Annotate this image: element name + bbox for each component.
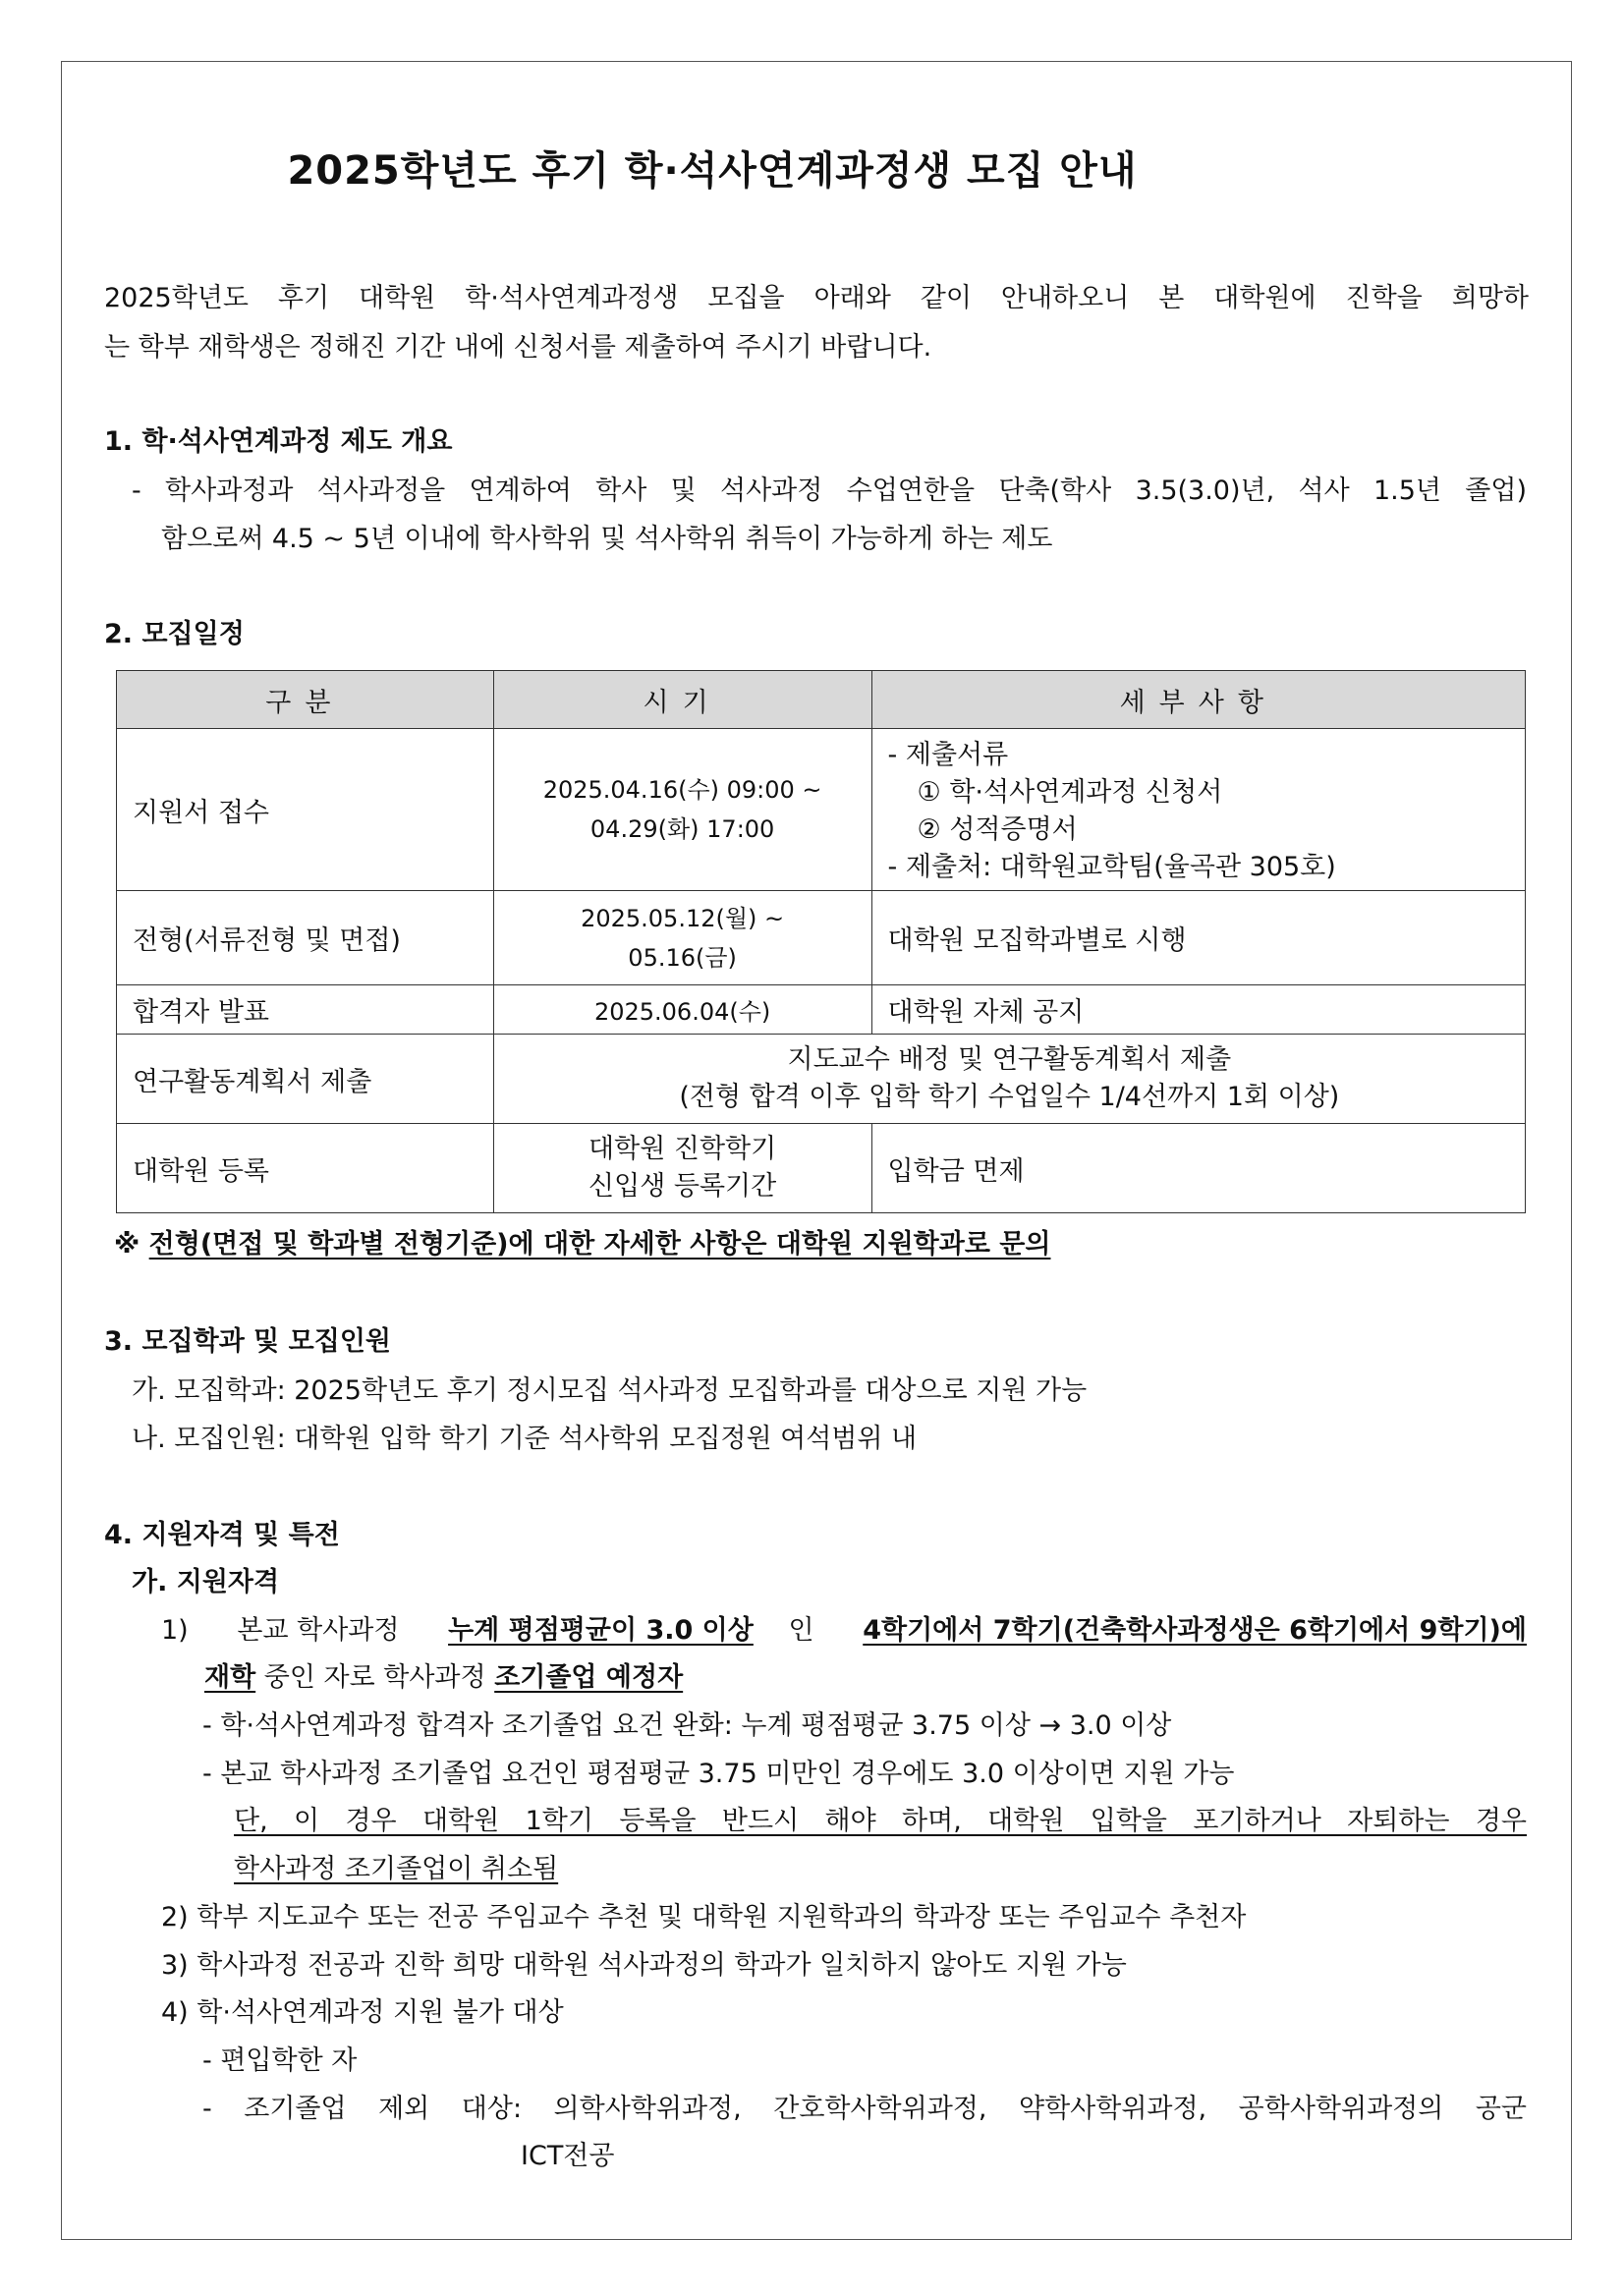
detail-doc-1: ① 학·석사연계과정 신청서: [917, 777, 1223, 808]
row-research-plan-label: 연구활동계획서 제출: [117, 1035, 494, 1124]
exclusion-transfer: - 편입학한 자: [202, 2045, 358, 2076]
row-announcement-label: 합격자 발표: [117, 985, 494, 1035]
detail-doc-2: ② 성적증명서: [917, 814, 1078, 845]
section-3-dept: 가. 모집학과: 2025학년도 후기 정시모집 석사과정 모집학과를 대상으로 지원 가능: [132, 1375, 1088, 1406]
research-plan-line-2: (전형 합격 이후 입학 학기 수업일수 1/4선까지 1회 이상): [679, 1082, 1340, 1112]
qualification-1-detail-2-note: 단, 이 경우 대학원 1학기 등록을 반드시 해야 하며, 대학원 입학을 포기하거나 자퇴하는 경우: [234, 1806, 1527, 1836]
section-1-heading: 1. 학·석사연계과정 제도 개요: [104, 426, 453, 457]
section-2-heading: 2. 모집일정: [104, 619, 245, 649]
row-registration-label: 대학원 등록: [117, 1124, 494, 1213]
table-row: [117, 729, 1526, 891]
row-screening-label: 전형(서류전형 및 면접): [117, 891, 494, 985]
detail-submit-place: - 제출처: 대학원교학팀(율곡관 305호): [887, 852, 1336, 882]
detail-docs: - 제출서류: [887, 740, 1009, 770]
exclusion-ict-major: ICT전공: [521, 2141, 615, 2171]
registration-line-1: 대학원 진학학기: [588, 1134, 777, 1164]
note-mark: ※: [114, 1229, 140, 1260]
period-start: 2025.05.12(월) ~: [581, 904, 785, 932]
table-header-row: [117, 671, 1526, 729]
header-period: 시기: [493, 671, 871, 729]
research-plan-line-1: 지도교수 배정 및 연구활동계획서 제출: [787, 1044, 1232, 1075]
q1-text: 중인 자로 학사과정: [263, 1662, 486, 1693]
section-3-quota: 나. 모집인원: 대학원 입학 학기 기준 석사학위 모집정원 여석범위 내: [132, 1424, 918, 1454]
period-end: 05.16(금): [628, 943, 737, 972]
section-1-line-1: - 학사과정과 석사과정을 연계하여 학사 및 석사과정 수업연한을 단축(학사 3.5(3.0)년, 석사 1.5년 졸업): [132, 476, 1527, 506]
row-announcement-details: 대학원 자체 공지: [871, 985, 1525, 1035]
row-registration-details: 입학금 면제: [871, 1124, 1525, 1213]
table-row: [117, 891, 1526, 985]
row-screening-period: [493, 891, 871, 985]
table-row: [117, 1035, 1526, 1124]
exclusion-early-graduation: - 조기졸업 제외 대상: 의학사학위과정, 간호학사학위과정, 약학사학위과정, 공학사학위과정의 공군: [202, 2094, 1527, 2124]
qualification-1-detail-1: - 학·석사연계과정 합격자 조기졸업 요건 완화: 누계 평점평균 3.75 이상 → 3.0 이상: [202, 1710, 1172, 1741]
section-4-heading: 4. 지원자격 및 특전: [104, 1520, 340, 1550]
schedule-table: [116, 670, 1526, 1213]
q1-text: 본교 학사과정: [237, 1615, 400, 1646]
schedule-note: [114, 1231, 1050, 1258]
page-title: 2025학년도 후기 학·석사연계과정생 모집 안내: [287, 148, 1138, 194]
q1-semester-requirement: 4학기에서 7학기(건축학사과정생은 6학기에서 9학기)에: [863, 1615, 1527, 1646]
qualification-3: 3) 학사과정 전공과 진학 희망 대학원 석사과정의 학과가 일치하지 않아도 지원 가능: [161, 1950, 1127, 1981]
header-details: 세부사항: [871, 671, 1525, 729]
period-end: 04.29(화) 17:00: [589, 815, 775, 843]
row-registration-period: [493, 1124, 871, 1213]
intro-line-2: 는 학부 재학생은 정해진 기간 내에 신청서를 제출하여 주시기 바랍니다.: [104, 332, 932, 363]
q1-enrolled: 재학: [204, 1662, 256, 1693]
qualification-1-line-2: [204, 1664, 683, 1691]
row-application-details: [871, 729, 1525, 891]
table-row: [117, 1124, 1526, 1213]
qualification-1-line-1: [161, 1617, 1527, 1644]
qualification-1-detail-2: - 본교 학사과정 조기졸업 요건인 평점평균 3.75 미만인 경우에도 3.0 이상이면 지원 가능: [202, 1759, 1235, 1789]
q1-text: 인: [788, 1615, 814, 1646]
note-text: 전형(면접 및 학과별 전형기준)에 대한 자세한 사항은 대학원 지원학과로 문의: [148, 1229, 1051, 1260]
table-row: [117, 985, 1526, 1035]
row-application-period: [493, 729, 871, 891]
row-screening-details: 대학원 모집학과별로 시행: [871, 891, 1525, 985]
q1-early-graduation: 조기졸업 예정자: [494, 1662, 684, 1693]
header-category: 구분: [117, 671, 494, 729]
q1-gpa-requirement: 누계 평점평균이 3.0 이상: [448, 1615, 754, 1646]
period-start: 2025.04.16(수) 09:00 ~: [542, 776, 822, 804]
qualification-4: 4) 학·석사연계과정 지원 불가 대상: [161, 1997, 564, 2028]
intro-line-1: 2025학년도 후기 대학원 학·석사연계과정생 모집을 아래와 같이 안내하오니 본 대학원에 진학을 희망하: [104, 283, 1529, 313]
row-announcement-period: 2025.06.04(수): [493, 985, 871, 1035]
qualification-1-detail-2-note-end: 학사과정 조기졸업이 취소됨: [234, 1854, 559, 1884]
section-4-subheading: 가. 지원자격: [132, 1567, 280, 1597]
section-3-heading: 3. 모집학과 및 모집인원: [104, 1326, 391, 1357]
section-1-line-2: 함으로써 4.5 ~ 5년 이내에 학사학위 및 석사학위 취득이 가능하게 하는 제도: [161, 524, 1053, 554]
row-research-plan-details: [493, 1035, 1525, 1124]
qualification-2: 2) 학부 지도교수 또는 전공 주임교수 추천 및 대학원 지원학과의 학과장 또는 주임교수 추천자: [161, 1902, 1247, 1932]
row-application-label: 지원서 접수: [117, 729, 494, 891]
registration-line-2: 신입생 등록기간: [588, 1171, 777, 1202]
item-number: 1): [161, 1615, 189, 1646]
